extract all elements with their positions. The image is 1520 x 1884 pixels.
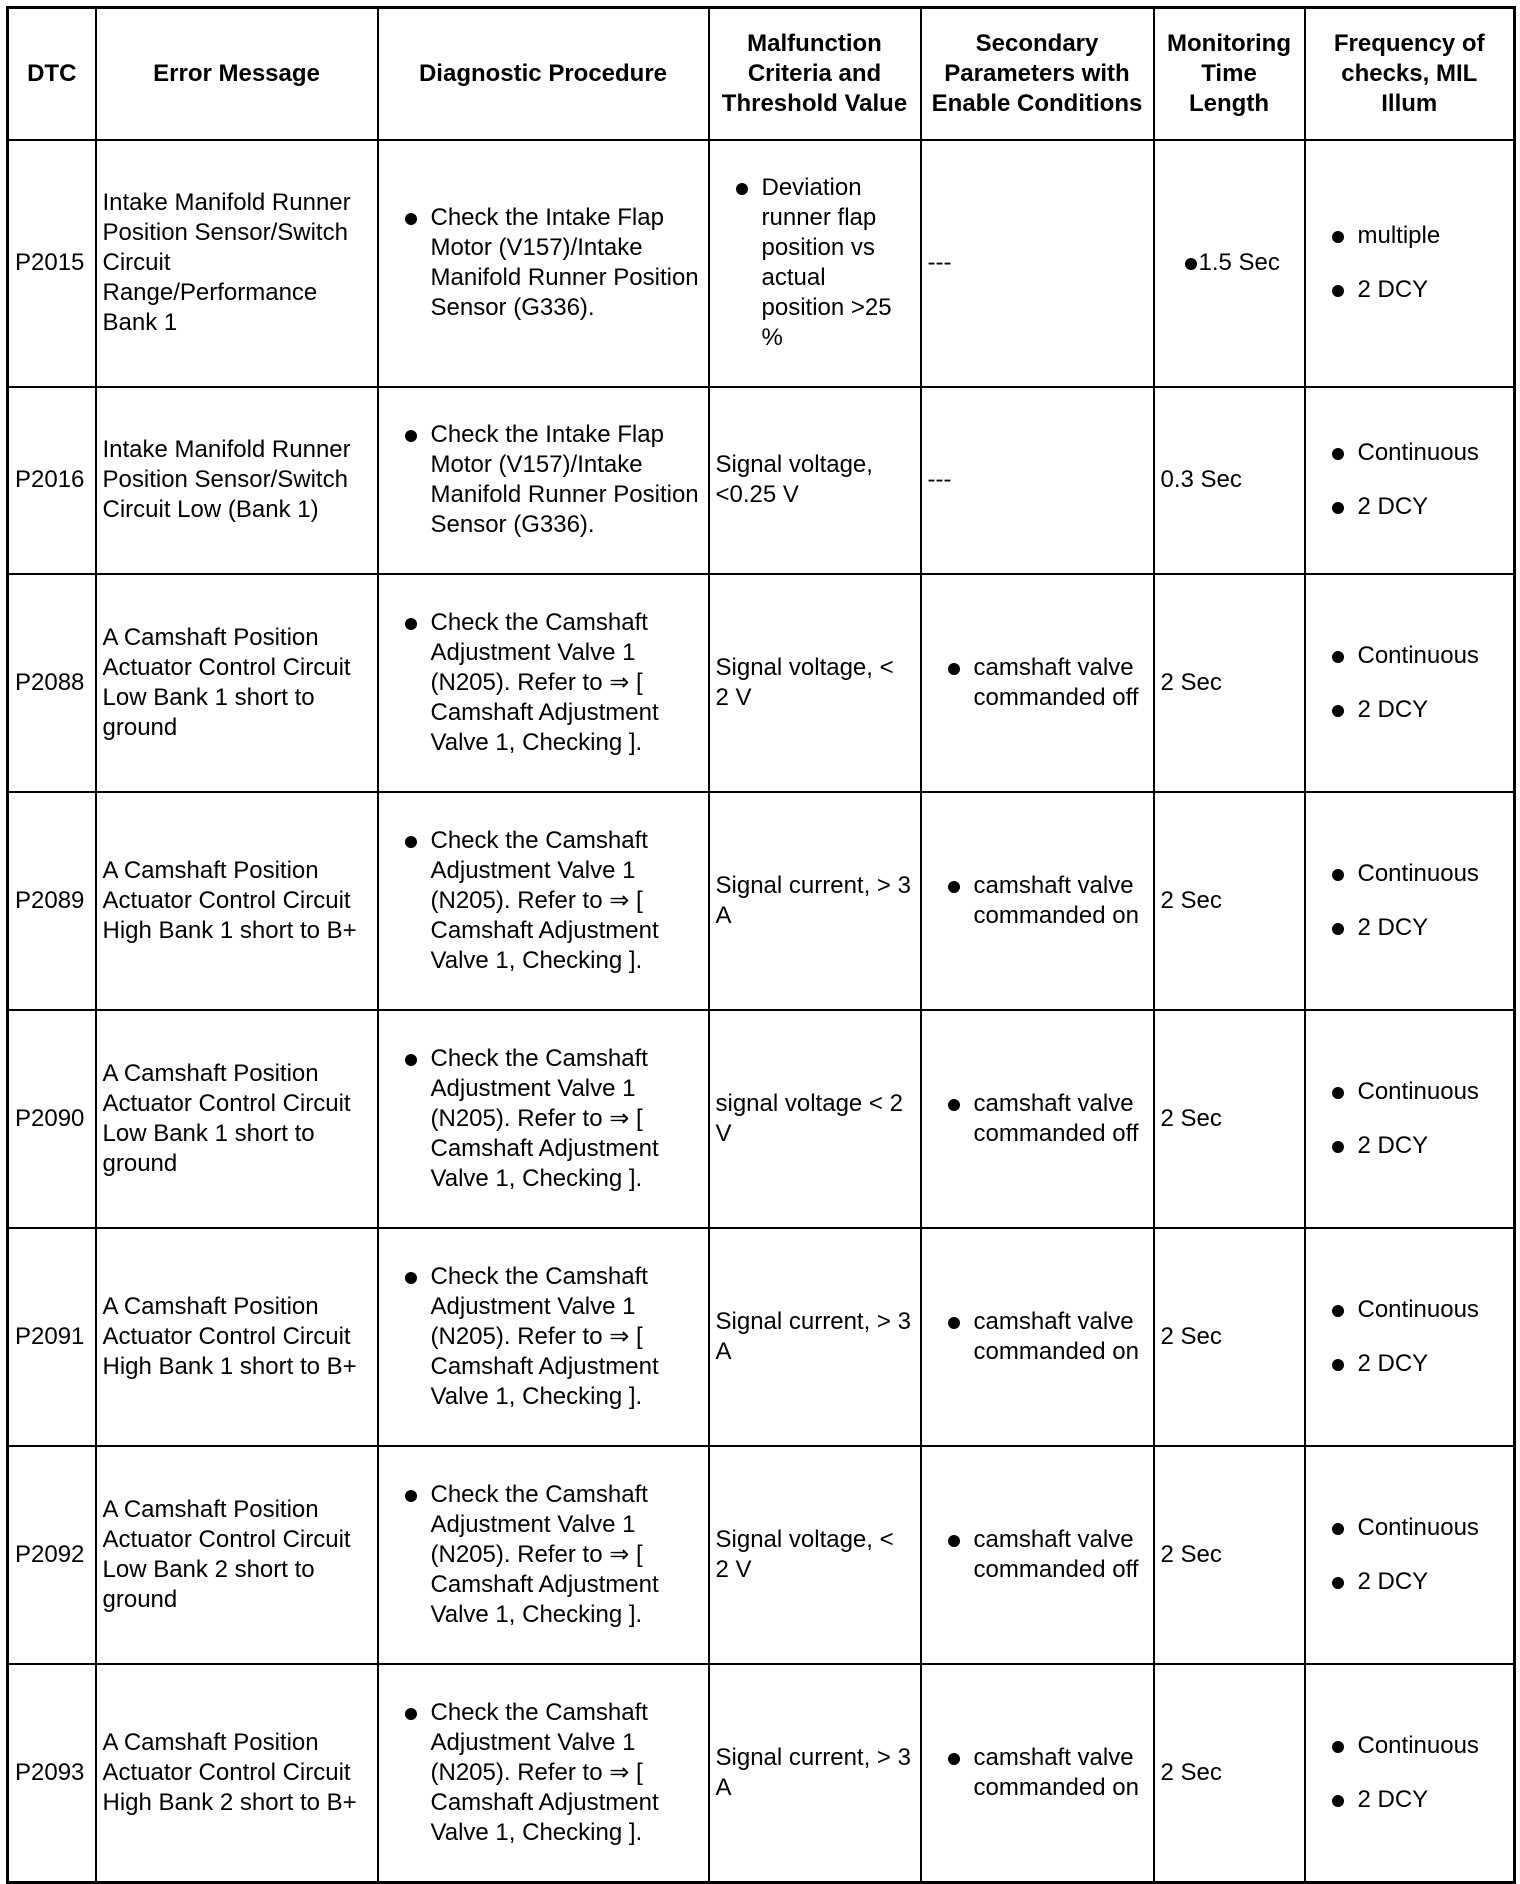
error-message: A Camshaft Position Actuator Control Circuit High Bank 1 short to B+ — [96, 792, 378, 1010]
malfunction-criteria: Signal current, > 3 A — [709, 1228, 921, 1446]
dtc-code: P2092 — [8, 1446, 96, 1664]
dtc-code: P2016 — [8, 387, 96, 574]
frequency — [1305, 1228, 1515, 1446]
secondary-item: camshaft valve commanded on — [928, 1743, 1147, 1803]
error-message: Intake Manifold Runner Position Sensor/Switch Circuit Range/Performance Bank 1 — [96, 140, 378, 387]
dtc-table — [6, 6, 1516, 1884]
table-row — [8, 1446, 1515, 1664]
frequency-item: Continuous — [1312, 641, 1508, 671]
frequency — [1305, 574, 1515, 792]
frequency — [1305, 1446, 1515, 1664]
procedure-item: Check the Camshaft Adjustment Valve 1 (N205). Refer to ⇒ [ Camshaft Adjustment Valve 1, Checking ]. — [385, 826, 702, 976]
table-row — [8, 792, 1515, 1010]
monitoring-time: 2 Sec — [1154, 1010, 1305, 1228]
monitoring-time: 2 Sec — [1154, 1664, 1305, 1883]
table-row — [8, 574, 1515, 792]
procedure-item: Check the Intake Flap Motor (V157)/Intake Manifold Runner Position Sensor (G336). — [385, 420, 702, 540]
dtc-code: P2093 — [8, 1664, 96, 1883]
header-diagnostic-procedure: Diagnostic Procedure — [378, 8, 709, 140]
diagnostic-procedure — [378, 574, 709, 792]
frequency-item: 2 DCY — [1312, 1131, 1508, 1161]
frequency — [1305, 387, 1515, 574]
header-error-message: Error Message — [96, 8, 378, 140]
diagnostic-procedure — [378, 140, 709, 387]
dtc-code: P2091 — [8, 1228, 96, 1446]
procedure-item: Check the Camshaft Adjustment Valve 1 (N205). Refer to ⇒ [ Camshaft Adjustment Valve 1, Checking ]. — [385, 1044, 702, 1194]
frequency-item: 2 DCY — [1312, 1567, 1508, 1597]
frequency — [1305, 1664, 1515, 1883]
dtc-code: P2015 — [8, 140, 96, 387]
dtc-code: P2090 — [8, 1010, 96, 1228]
diagnostic-procedure — [378, 387, 709, 574]
secondary-item: camshaft valve commanded off — [928, 1089, 1147, 1149]
secondary-parameters — [921, 574, 1154, 792]
secondary-parameters: --- — [921, 387, 1154, 574]
procedure-item: Check the Camshaft Adjustment Valve 1 (N205). Refer to ⇒ [ Camshaft Adjustment Valve 1, Checking ]. — [385, 1480, 702, 1630]
secondary-item: camshaft valve commanded off — [928, 653, 1147, 713]
monitoring-time: 2 Sec — [1154, 1446, 1305, 1664]
malfunction-criteria: Signal voltage, <0.25 V — [709, 387, 921, 574]
table-header-row — [8, 8, 1515, 140]
monitoring-time: 0.3 Sec — [1154, 387, 1305, 574]
secondary-item: camshaft valve commanded off — [928, 1525, 1147, 1585]
monitoring-time: 2 Sec — [1154, 1228, 1305, 1446]
monitoring-item: 1.5 Sec — [1161, 248, 1280, 278]
diagnostic-procedure — [378, 792, 709, 1010]
malfunction-criteria: Signal current, > 3 A — [709, 792, 921, 1010]
table-row — [8, 1228, 1515, 1446]
monitoring-time: 2 Sec — [1154, 574, 1305, 792]
table-row — [8, 1010, 1515, 1228]
frequency-item: Continuous — [1312, 438, 1508, 468]
frequency — [1305, 1010, 1515, 1228]
dtc-code: P2089 — [8, 792, 96, 1010]
procedure-item: Check the Camshaft Adjustment Valve 1 (N205). Refer to ⇒ [ Camshaft Adjustment Valve 1, Checking ]. — [385, 1262, 702, 1412]
frequency-item: 2 DCY — [1312, 492, 1508, 522]
diagnostic-procedure — [378, 1664, 709, 1883]
monitoring-time — [1154, 140, 1305, 387]
secondary-parameters: --- — [921, 140, 1154, 387]
dtc-code: P2088 — [8, 574, 96, 792]
secondary-item: camshaft valve commanded on — [928, 1307, 1147, 1367]
criteria-item: Deviation runner flap position vs actual position >25 % — [716, 173, 914, 353]
header-secondary-parameters: Secondary Parameters with Enable Conditions — [921, 8, 1154, 140]
procedure-item: Check the Camshaft Adjustment Valve 1 (N205). Refer to ⇒ [ Camshaft Adjustment Valve 1, Checking ]. — [385, 608, 702, 758]
frequency-item: 2 DCY — [1312, 275, 1508, 305]
frequency-item: 2 DCY — [1312, 695, 1508, 725]
error-message: Intake Manifold Runner Position Sensor/Switch Circuit Low (Bank 1) — [96, 387, 378, 574]
error-message: A Camshaft Position Actuator Control Circuit Low Bank 2 short to ground — [96, 1446, 378, 1664]
frequency-item: Continuous — [1312, 859, 1508, 889]
procedure-item: Check the Camshaft Adjustment Valve 1 (N205). Refer to ⇒ [ Camshaft Adjustment Valve 1, Checking ]. — [385, 1698, 702, 1848]
monitoring-time: 2 Sec — [1154, 792, 1305, 1010]
diagnostic-procedure — [378, 1010, 709, 1228]
diagnostic-procedure — [378, 1228, 709, 1446]
malfunction-criteria: signal voltage < 2 V — [709, 1010, 921, 1228]
secondary-parameters — [921, 1228, 1154, 1446]
header-malfunction-criteria: Malfunction Criteria and Threshold Value — [709, 8, 921, 140]
frequency-item: multiple — [1312, 221, 1508, 251]
secondary-parameters — [921, 1664, 1154, 1883]
frequency-item: Continuous — [1312, 1513, 1508, 1543]
frequency-item: Continuous — [1312, 1731, 1508, 1761]
secondary-item: camshaft valve commanded on — [928, 871, 1147, 931]
error-message: A Camshaft Position Actuator Control Circuit Low Bank 1 short to ground — [96, 574, 378, 792]
frequency — [1305, 792, 1515, 1010]
table-row — [8, 140, 1515, 387]
table-row — [8, 387, 1515, 574]
header-monitoring-time: Monitoring Time Length — [1154, 8, 1305, 140]
malfunction-criteria: Signal voltage, < 2 V — [709, 574, 921, 792]
header-frequency: Frequency of checks, MIL Illum — [1305, 8, 1515, 140]
frequency-item: 2 DCY — [1312, 1349, 1508, 1379]
frequency-item: Continuous — [1312, 1295, 1508, 1325]
malfunction-criteria — [709, 140, 921, 387]
secondary-parameters — [921, 792, 1154, 1010]
procedure-item: Check the Intake Flap Motor (V157)/Intake Manifold Runner Position Sensor (G336). — [385, 203, 702, 323]
header-dtc: DTC — [8, 8, 96, 140]
malfunction-criteria: Signal current, > 3 A — [709, 1664, 921, 1883]
diagnostic-procedure — [378, 1446, 709, 1664]
table-row — [8, 1664, 1515, 1883]
malfunction-criteria: Signal voltage, < 2 V — [709, 1446, 921, 1664]
error-message: A Camshaft Position Actuator Control Circuit High Bank 1 short to B+ — [96, 1228, 378, 1446]
frequency-item: 2 DCY — [1312, 1785, 1508, 1815]
secondary-parameters — [921, 1446, 1154, 1664]
error-message: A Camshaft Position Actuator Control Circuit High Bank 2 short to B+ — [96, 1664, 378, 1883]
secondary-parameters — [921, 1010, 1154, 1228]
frequency-item: 2 DCY — [1312, 913, 1508, 943]
error-message: A Camshaft Position Actuator Control Circuit Low Bank 1 short to ground — [96, 1010, 378, 1228]
frequency — [1305, 140, 1515, 387]
frequency-item: Continuous — [1312, 1077, 1508, 1107]
